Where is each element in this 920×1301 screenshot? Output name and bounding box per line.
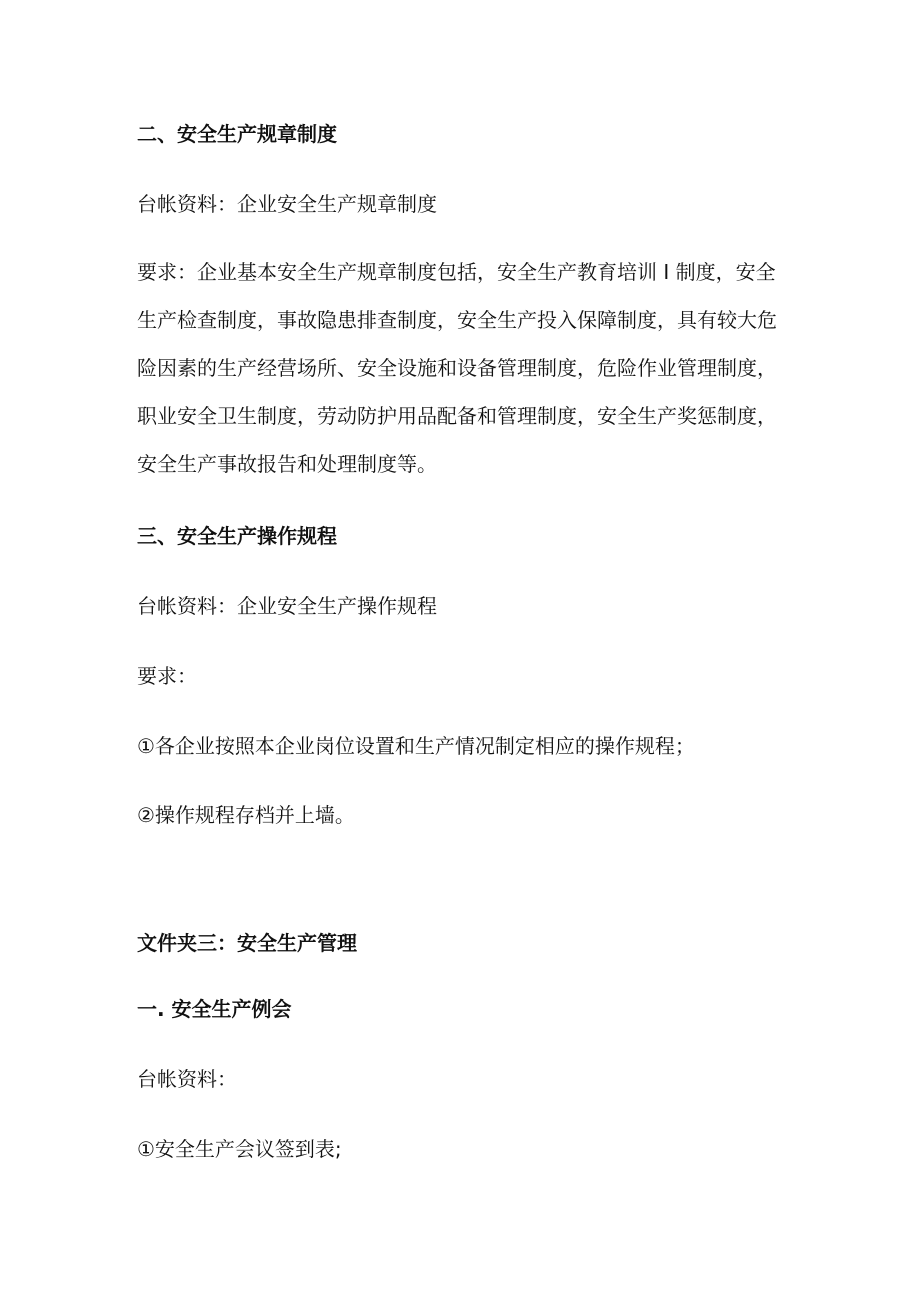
ledger-text: 台帐资料： [137,1067,237,1091]
section-heading: 二、安全生产规章制度 [137,122,337,146]
paragraph-line: 要求：企业基本安全生产规章制度包括，安全生产教育培训 I 制度，安全 [137,260,776,284]
requirement-paragraph [137,248,797,488]
paragraph-line: 险因素的生产经营场所、安全设施和设备管理制度，危险作业管理制度， [137,356,777,380]
paragraph-line: 安全生产事故报告和处理制度等。 [137,452,437,476]
list-item: ①安全生产会议签到表; [137,1137,342,1161]
subsection-heading: 一. 安全生产例会 [137,997,292,1021]
list-item: ②操作规程存档并上墙。 [137,803,355,827]
section-heading: 三、安全生产操作规程 [137,524,337,548]
paragraph-line: 职业安全卫生制度，劳动防护用品配备和管理制度，安全生产奖惩制度， [137,404,777,428]
requirement-label: 要求： [137,664,197,688]
folder-heading: 文件夹三：安全生产管理 [137,931,357,955]
ledger-text: 台帐资料：企业安全生产操作规程 [137,594,437,618]
list-item: ①各企业按照本企业岗位设置和生产情况制定相应的操作规程； [137,734,695,758]
ledger-text: 台帐资料：企业安全生产规章制度 [137,192,437,216]
paragraph-line: 生产检查制度，事故隐患排查制度，安全生产投入保障制度，具有较大危 [137,308,777,332]
